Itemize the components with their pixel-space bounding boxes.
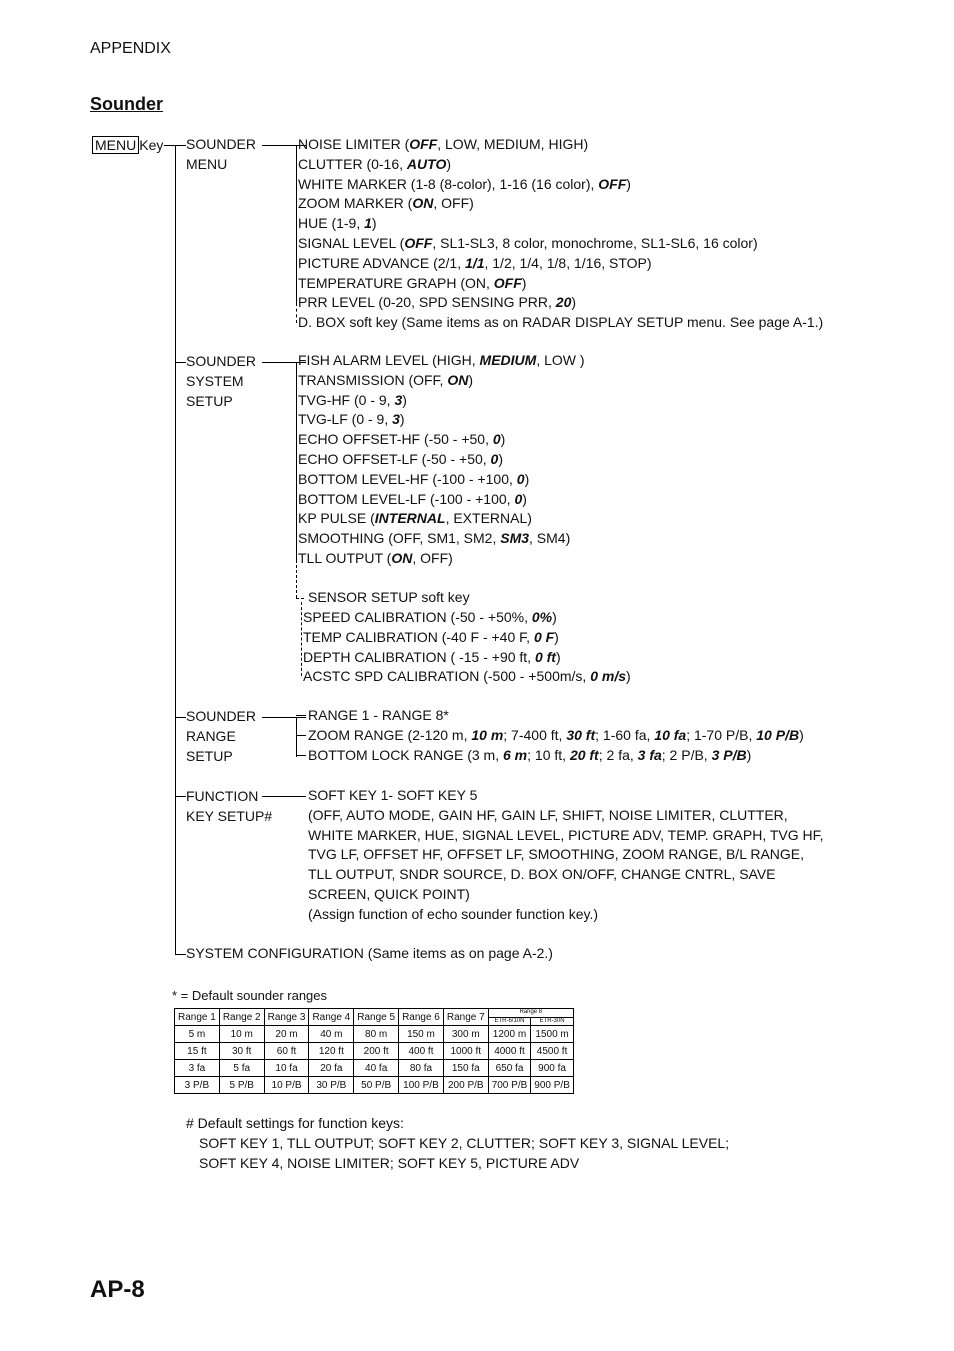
item-text: TVG-HF (0 - 9, bbox=[298, 391, 395, 408]
range8-header: Range 8 bbox=[488, 1009, 573, 1018]
table-cell: 5 m bbox=[175, 1026, 220, 1043]
category-system-setup bbox=[186, 351, 256, 411]
menu-item-text bbox=[298, 293, 576, 313]
range-header: Range 1 bbox=[175, 1009, 220, 1026]
table-cell: 20 fa bbox=[309, 1060, 354, 1077]
tree-trunk bbox=[175, 145, 176, 954]
item-text: ) bbox=[399, 411, 405, 428]
item-text: NOISE LIMITER ( bbox=[298, 136, 410, 152]
item-default: 0 bbox=[514, 490, 523, 507]
range-header: Range 3 bbox=[264, 1009, 309, 1026]
menu-item bbox=[296, 274, 823, 294]
item-text: SPEED CALIBRATION (-50 - +50%, bbox=[303, 609, 532, 625]
item-text: , LOW ) bbox=[536, 352, 585, 368]
item-text: PICTURE ADVANCE (2/1, bbox=[298, 254, 466, 271]
item-text: WHITE MARKER (1-8 (8-color), 1-16 (16 color), bbox=[298, 175, 599, 192]
menu-item-text bbox=[298, 371, 473, 391]
item-text: ) bbox=[552, 609, 557, 625]
item-text: ) bbox=[555, 648, 561, 665]
function-note-line: # Default settings for function keys: bbox=[186, 1115, 404, 1131]
menu-key-box: MENU bbox=[92, 136, 139, 154]
item-default: 0 F bbox=[533, 628, 555, 645]
menu-item-text bbox=[298, 214, 377, 234]
menu-item bbox=[296, 234, 823, 254]
range8-sub-header: ETR-30N bbox=[531, 1017, 574, 1026]
item-default: OFF bbox=[404, 234, 433, 251]
category-line: SETUP bbox=[186, 393, 233, 409]
item-text: TEMP CALIBRATION (-40 F - +40 F, bbox=[303, 628, 534, 645]
table-cell: 200 ft bbox=[354, 1043, 399, 1060]
tree-branch-config bbox=[175, 954, 186, 955]
page-number: AP-8 bbox=[90, 1276, 145, 1303]
table-cell: 200 P/B bbox=[443, 1077, 488, 1094]
table-cell: 650 fa bbox=[488, 1060, 531, 1077]
menu-item-text bbox=[303, 608, 557, 628]
menu-item bbox=[296, 746, 804, 766]
sensor-connector bbox=[296, 598, 304, 599]
item-default: ON bbox=[447, 371, 469, 388]
menu-item-text bbox=[298, 430, 505, 450]
item-default: 3 bbox=[392, 411, 400, 428]
menu-item bbox=[296, 410, 585, 430]
table-cell: 60 ft bbox=[264, 1043, 309, 1060]
menu-item-text bbox=[298, 490, 527, 510]
menu-item-text bbox=[303, 667, 631, 687]
item-text: CLUTTER (0-16, bbox=[298, 155, 407, 172]
range-header: Range 6 bbox=[399, 1009, 444, 1026]
category-line: RANGE bbox=[186, 728, 236, 744]
menu-item-text bbox=[303, 648, 561, 668]
item-text: KP PULSE ( bbox=[298, 510, 375, 527]
table-cell: 3 P/B bbox=[175, 1077, 220, 1094]
menu-item bbox=[296, 175, 823, 195]
menu-item-text bbox=[298, 155, 451, 175]
menu-item bbox=[296, 155, 823, 175]
menu-item-text bbox=[298, 470, 529, 490]
menu-item bbox=[296, 293, 823, 313]
sensor-items bbox=[301, 608, 631, 687]
menu-item bbox=[296, 529, 585, 549]
sounder-menu-items bbox=[296, 135, 823, 333]
item-text: ) bbox=[500, 431, 506, 448]
section-title: Sounder bbox=[90, 94, 164, 114]
item-default: 1/1 bbox=[465, 254, 485, 271]
tree-tick bbox=[296, 755, 306, 756]
function-line: (Assign function of echo sounder function key.) bbox=[308, 905, 599, 922]
item-default: INTERNAL bbox=[374, 510, 446, 527]
menu-item-text bbox=[298, 391, 407, 411]
tree-branch-system bbox=[175, 362, 186, 363]
table-cell: 30 P/B bbox=[309, 1077, 354, 1094]
function-line: TVG LF, OFFSET HF, OFFSET LF, SMOOTHING, ZOOM RANGE, B/L RANGE, bbox=[308, 846, 805, 863]
tree-branch-range bbox=[175, 717, 186, 718]
item-default: 0 m/s bbox=[590, 668, 627, 685]
menu-item bbox=[296, 549, 585, 569]
table-cell: 4500 ft bbox=[531, 1043, 574, 1060]
item-text: , SM4) bbox=[529, 530, 571, 547]
table-cell: 40 fa bbox=[354, 1060, 399, 1077]
menu-item-text bbox=[298, 450, 503, 470]
table-cell: 1200 m bbox=[488, 1026, 531, 1043]
range-header: Range 2 bbox=[219, 1009, 264, 1026]
menu-item bbox=[296, 351, 585, 371]
category-line: SETUP bbox=[186, 748, 233, 764]
menu-item-text bbox=[298, 234, 758, 254]
menu-item bbox=[301, 667, 631, 687]
table-row bbox=[175, 1026, 574, 1043]
function-line: WHITE MARKER, HUE, SIGNAL LEVEL, PICTURE ADV, TEMP. GRAPH, TVG HF, bbox=[308, 826, 824, 843]
menu-item bbox=[296, 371, 585, 391]
range8-sub-header: ETR-6/10N bbox=[488, 1017, 531, 1026]
range-table bbox=[174, 1008, 574, 1094]
menu-item bbox=[296, 470, 585, 490]
menu-item bbox=[296, 490, 585, 510]
sensor-setup-label: SENSOR SETUP soft key bbox=[308, 589, 470, 605]
item-text: ) bbox=[371, 215, 377, 232]
function-line: (OFF, AUTO MODE, GAIN HF, GAIN LF, SHIFT, NOISE LIMITER, CLUTTER, bbox=[308, 806, 788, 823]
menu-item bbox=[301, 648, 631, 668]
menu-item bbox=[296, 726, 804, 746]
table-cell: 15 ft bbox=[175, 1043, 220, 1060]
item-default: 0% bbox=[531, 609, 553, 625]
item-text: SIGNAL LEVEL ( bbox=[298, 234, 405, 251]
category-line: FUNCTION bbox=[186, 788, 259, 804]
table-cell: 700 P/B bbox=[488, 1077, 531, 1094]
table-cell: 120 ft bbox=[309, 1043, 354, 1060]
item-text: ) bbox=[626, 175, 631, 192]
menu-item bbox=[296, 706, 804, 726]
item-text: TEMPERATURE GRAPH (ON, bbox=[298, 274, 494, 291]
item-default: 0 ft bbox=[534, 648, 556, 665]
item-text: , SL1-SL3, 8 color, monochrome, SL1-SL6, 16 color) bbox=[432, 234, 758, 251]
menu-item-text bbox=[303, 628, 559, 648]
table-cell: 900 P/B bbox=[531, 1077, 574, 1094]
tree-tick bbox=[296, 735, 306, 736]
item-default: 0 bbox=[516, 470, 525, 487]
item-text: , OFF) bbox=[433, 195, 474, 212]
category-function-key bbox=[186, 786, 272, 826]
menu-item-text: RANGE 1 - RANGE 8* bbox=[308, 707, 449, 723]
table-cell: 10 fa bbox=[264, 1060, 309, 1077]
item-text: BOTTOM LEVEL-HF (-100 - +100, bbox=[298, 470, 517, 487]
table-cell: 5 P/B bbox=[219, 1077, 264, 1094]
item-text: ACSTC SPD CALIBRATION (-500 - +500m/s, bbox=[303, 668, 591, 685]
item-default: 3 bbox=[394, 391, 403, 408]
item-text: ) bbox=[446, 155, 452, 172]
item-text: ZOOM MARKER ( bbox=[298, 195, 413, 212]
item-default: AUTO bbox=[406, 155, 447, 172]
menu-item-text bbox=[298, 509, 532, 529]
item-text: BOTTOM LEVEL-LF (-100 - +100, bbox=[298, 490, 515, 507]
table-cell: 3 fa bbox=[175, 1060, 220, 1077]
item-default: 0 bbox=[492, 431, 501, 448]
menu-item-text bbox=[298, 254, 652, 274]
menu-item-text bbox=[298, 175, 631, 195]
category-line: SOUNDER bbox=[186, 708, 257, 724]
menu-item-text bbox=[298, 529, 570, 549]
table-cell: 150 m bbox=[399, 1026, 444, 1043]
menu-item bbox=[296, 214, 823, 234]
menu-item-text bbox=[298, 410, 405, 430]
menu-item bbox=[296, 430, 585, 450]
item-default: ON bbox=[391, 549, 413, 566]
table-cell: 80 fa bbox=[399, 1060, 444, 1077]
menu-key-label bbox=[92, 137, 163, 153]
menu-item bbox=[296, 391, 585, 411]
item-default: SM3 bbox=[500, 530, 530, 547]
menu-item bbox=[296, 313, 823, 333]
item-text: TVG-LF (0 - 9, bbox=[298, 411, 393, 428]
item-text: ) bbox=[521, 274, 527, 291]
table-cell: 10 P/B bbox=[264, 1077, 309, 1094]
item-text: , LOW, MEDIUM, HIGH) bbox=[437, 136, 589, 152]
menu-item-text bbox=[298, 549, 453, 569]
item-text: PRR LEVEL (0-20, SPD SENSING PRR, bbox=[298, 294, 556, 311]
item-text: ) bbox=[626, 668, 631, 685]
menu-item-text bbox=[298, 274, 526, 294]
item-default: ON bbox=[412, 195, 434, 212]
table-cell: 10 m bbox=[219, 1026, 264, 1043]
item-text: HUE (1-9, bbox=[298, 215, 365, 232]
table-row bbox=[175, 1060, 574, 1077]
item-default: 1 bbox=[364, 215, 372, 232]
item-text: ECHO OFFSET-HF (-50 - +50, bbox=[298, 431, 493, 448]
item-text: , OFF) bbox=[412, 549, 453, 566]
table-cell: 50 P/B bbox=[354, 1077, 399, 1094]
item-text: TLL OUTPUT ( bbox=[298, 549, 392, 566]
menu-item bbox=[301, 628, 631, 648]
category-line: MENU bbox=[186, 156, 228, 172]
menu-item-text: ZOOM RANGE (2-120 m, 10 m; 7-400 ft, 30 ft; 1-60 fa, 10 fa; 1-70 P/B, 10 P/B) bbox=[308, 726, 804, 743]
item-text: ) bbox=[571, 294, 577, 311]
connector bbox=[262, 796, 306, 797]
menu-item bbox=[296, 450, 585, 470]
table-cell: 1000 ft bbox=[443, 1043, 488, 1060]
table-cell: 20 m bbox=[264, 1026, 309, 1043]
menu-item-text: BOTTOM LOCK RANGE (3 m, 6 m; 10 ft, 20 ft; 2 fa, 3 fa; 2 P/B, 3 P/B) bbox=[308, 746, 752, 763]
range-header: Range 5 bbox=[354, 1009, 399, 1026]
item-default: 0 bbox=[490, 450, 499, 467]
item-text: ) bbox=[522, 490, 527, 507]
item-text: FISH ALARM LEVEL (HIGH, bbox=[298, 352, 480, 368]
item-text: DEPTH CALIBRATION ( -15 - +90 ft, bbox=[303, 648, 535, 665]
item-default: OFF bbox=[493, 274, 522, 291]
function-key-description bbox=[308, 786, 828, 925]
menu-item bbox=[296, 194, 823, 214]
function-note-line: SOFT KEY 1, TLL OUTPUT; SOFT KEY 2, CLUTTER; SOFT KEY 3, SIGNAL LEVEL; bbox=[199, 1134, 730, 1151]
item-text: SMOOTHING (OFF, SM1, SM2, bbox=[298, 530, 501, 547]
category-range-setup bbox=[186, 706, 256, 766]
function-line: TLL OUTPUT, SNDR SOURCE, D. BOX ON/OFF, CHANGE CNTRL, SAVE bbox=[308, 866, 776, 883]
item-text: ) bbox=[498, 450, 504, 467]
menu-key-suffix: Key bbox=[139, 137, 164, 153]
table-cell: 150 fa bbox=[443, 1060, 488, 1077]
menu-item-text bbox=[298, 135, 588, 155]
table-cell: 4000 ft bbox=[488, 1043, 531, 1060]
function-note bbox=[186, 1114, 729, 1173]
category-line: KEY SETUP# bbox=[186, 808, 273, 824]
range-table-body bbox=[175, 1026, 574, 1094]
range-header: Range 7 bbox=[443, 1009, 488, 1026]
category-line: SOUNDER bbox=[186, 136, 257, 152]
page-header: APPENDIX bbox=[90, 40, 171, 57]
system-configuration: SYSTEM CONFIGURATION (Same items as on page A-2.) bbox=[186, 945, 553, 961]
menu-item bbox=[301, 608, 631, 628]
menu-item-text bbox=[298, 313, 823, 333]
function-line: SCREEN, QUICK POINT) bbox=[308, 885, 470, 902]
item-text: ) bbox=[468, 371, 474, 388]
table-cell: 1500 m bbox=[531, 1026, 574, 1043]
function-note-line: SOFT KEY 4, NOISE LIMITER; SOFT KEY 5, PICTURE ADV bbox=[199, 1154, 580, 1171]
table-cell: 5 fa bbox=[219, 1060, 264, 1077]
category-line: SOUNDER bbox=[186, 353, 257, 369]
system-setup-items bbox=[296, 351, 585, 569]
item-text: ) bbox=[554, 628, 559, 645]
table-row bbox=[175, 1043, 574, 1060]
item-text: D. BOX soft key (Same items as on RADAR DISPLAY SETUP menu. See page A-1.) bbox=[298, 314, 824, 331]
category-sounder-menu bbox=[186, 134, 256, 174]
menu-item bbox=[296, 509, 585, 529]
table-cell: 400 ft bbox=[399, 1043, 444, 1060]
table-row bbox=[175, 1077, 574, 1094]
range-header: Range 4 bbox=[309, 1009, 354, 1026]
range-setup-items bbox=[296, 706, 804, 765]
table-cell: 900 fa bbox=[531, 1060, 574, 1077]
item-default: OFF bbox=[409, 136, 438, 152]
table-cell: 100 P/B bbox=[399, 1077, 444, 1094]
item-text: ECHO OFFSET-LF (-50 - +50, bbox=[298, 450, 491, 467]
item-default: 20 bbox=[555, 294, 572, 311]
table-cell: 300 m bbox=[443, 1026, 488, 1043]
item-default: OFF bbox=[598, 175, 627, 192]
item-text: ) bbox=[402, 391, 407, 408]
range-note: * = Default sounder ranges bbox=[172, 988, 328, 1003]
table-cell: 40 m bbox=[309, 1026, 354, 1043]
item-text: ) bbox=[524, 470, 530, 487]
item-default: MEDIUM bbox=[479, 352, 537, 368]
menu-item-text bbox=[298, 351, 585, 371]
function-first: SOFT KEY 1- SOFT KEY 5 bbox=[308, 787, 478, 803]
menu-item-text bbox=[298, 194, 474, 214]
table-cell: 30 ft bbox=[219, 1043, 264, 1060]
tree-branch-function bbox=[175, 796, 186, 797]
item-text: TRANSMISSION (OFF, bbox=[298, 371, 448, 388]
table-cell: 80 m bbox=[354, 1026, 399, 1043]
item-text: , EXTERNAL) bbox=[445, 510, 532, 527]
category-line: SYSTEM bbox=[186, 373, 244, 389]
item-text: , 1/2, 1/4, 1/8, 1/16, STOP) bbox=[484, 254, 652, 271]
tree-tick bbox=[296, 715, 306, 716]
menu-item bbox=[296, 254, 823, 274]
menu-item bbox=[296, 135, 823, 155]
